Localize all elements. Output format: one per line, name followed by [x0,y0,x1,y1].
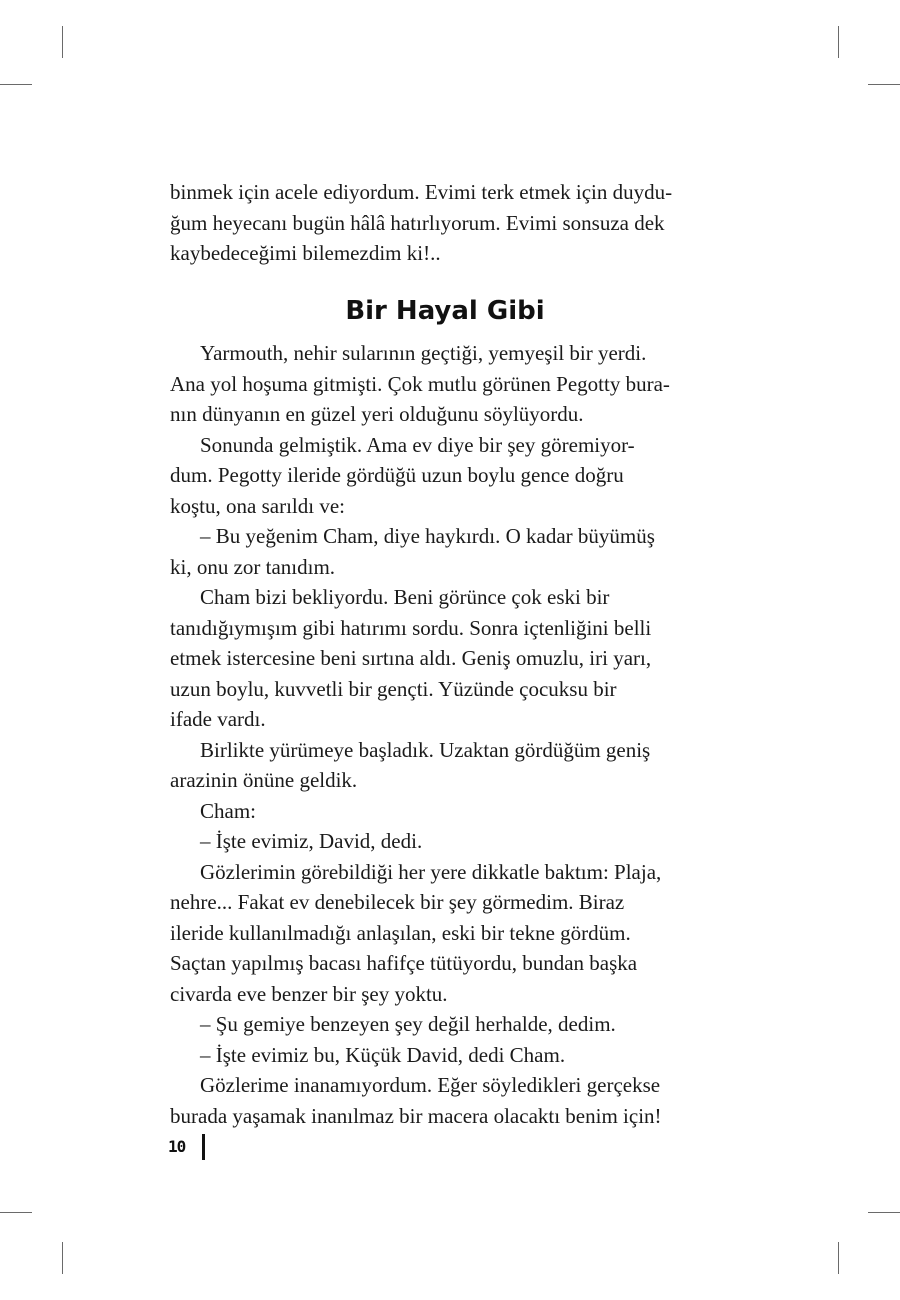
text-line: civarda eve benzer bir şey yoktu. [170,981,448,1006]
crop-mark-top-left-h [0,84,32,85]
text-line: Gözlerime inanamıyordum. Eğer söyledikleri gerçekse [200,1073,661,1097]
body-paragraph [170,430,720,522]
text-line: arazinin önüne geldik. [170,768,358,792]
text-line: etmek istercesine beni sırtına aldı. Geniş omuzlu, iri yarı, [170,646,652,670]
crop-mark-bottom-left-h [0,1212,32,1213]
body-paragraph [170,735,720,796]
text-line: Yarmouth, nehir sularının geçtiği, yemyeşil bir yerdi. [200,341,647,365]
text-line: ki, onu zor tanıdım. [170,554,336,579]
body-paragraph [170,796,720,827]
crop-mark-top-right-h [868,84,900,85]
text-line: kaybedeceğimi bilemezdim ki!.. [170,241,441,265]
text-line: – İşte evimiz bu, Küçük David, dedi Cham. [200,1042,566,1067]
carryover-text [170,177,720,269]
crop-mark-bottom-right-h [868,1212,900,1213]
body-paragraph [170,857,720,1010]
text-line: Ana yol hoşuma gitmişti. Çok mutlu görünen Pegotty bura- [170,371,670,396]
text-line: Sonunda gelmiştik. Ama ev diye bir şey göremiyor- [200,432,635,457]
text-line: koştu, ona sarıldı ve: [170,493,345,518]
text-line: ileride kullanılmadığı anlaşılan, eski bir tekne gördüm. [170,920,631,945]
crop-mark-bottom-right [838,1242,839,1274]
body-paragraph [170,521,720,582]
crop-mark-top-right [838,26,839,58]
text-line: nın dünyanın en güzel yeri olduğunu söylüyordu. [170,402,584,426]
page-number-rule [202,1134,205,1160]
text-line: burada yaşamak inanılmaz bir macera olacaktı benim için! [170,1103,662,1128]
text-line: Birlikte yürümeye başladık. Uzaktan gördüğüm geniş [200,737,651,762]
text-line: nehre... Fakat ev denebilecek bir şey görmedim. Biraz [170,890,625,914]
chapter-title: Bir Hayal Gibi [345,296,545,326]
text-line: tanıdığıymışım gibi hatırımı sordu. Sonra içtenliğini belli [170,615,652,640]
text-line: Cham: [200,798,256,823]
body-paragraph [170,1009,720,1040]
text-line: Gözlerimin görebildiği her yere dikkatle baktım: Plaja, [200,859,662,884]
body-paragraph [170,1040,720,1071]
text-line: ifade vardı. [170,707,266,731]
text-line: dum. Pegotty ileride gördüğü uzun boylu gence doğru [170,463,624,487]
text-line: – Şu gemiye benzeyen şey değil herhalde, dedim. [200,1012,616,1036]
text-line: Saçtan yapılmış bacası hafifçe tütüyordu, bundan başka [170,951,638,975]
body-paragraph [170,1070,720,1131]
crop-mark-bottom-left [62,1242,63,1274]
body-paragraph [170,582,720,735]
text-line: – İşte evimiz, David, dedi. [200,829,423,853]
body-paragraph [170,826,720,857]
text-line: – Bu yeğenim Cham, diye haykırdı. O kadar büyümüş [200,524,655,548]
text-line: ğum heyecanı bugün hâlâ hatırlıyorum. Evimi sonsuza dek [170,210,665,235]
text-line: binmek için acele ediyordum. Evimi terk etmek için duydu- [170,180,673,204]
text-line: Cham bizi bekliyordu. Beni görünce çok eski bir [200,585,610,609]
carryover-paragraph [170,177,720,269]
page-number: 10 [168,1137,186,1156]
body-paragraph [170,338,720,430]
crop-mark-top-left [62,26,63,58]
chapter-body [170,338,720,1131]
text-line: uzun boylu, kuvvetli bir gençti. Yüzünde çocuksu bir [170,676,617,701]
